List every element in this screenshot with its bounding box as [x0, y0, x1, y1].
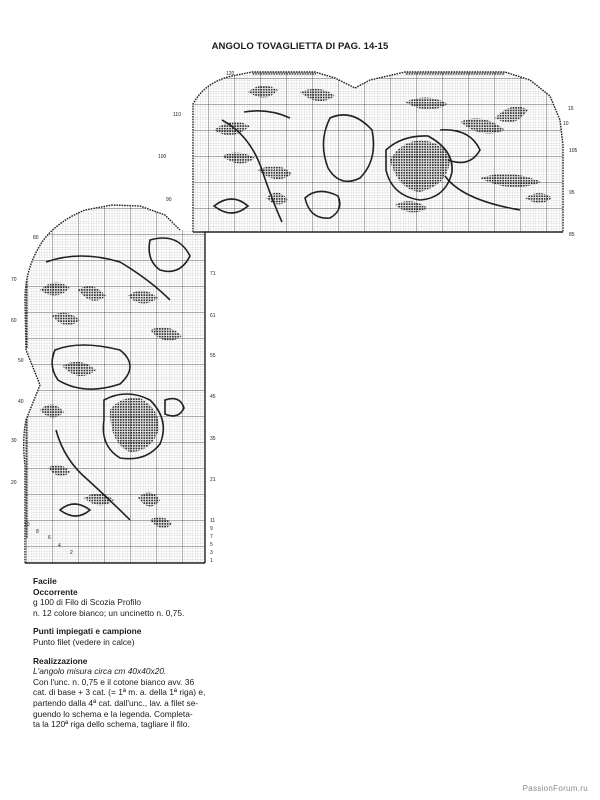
- stitches-text: Punto filet (vedere in calce): [33, 636, 135, 647]
- row-label: 30: [11, 438, 17, 444]
- difficulty-label: Facile: [33, 576, 57, 586]
- row-label: 70: [11, 277, 17, 283]
- chart-left-section: [22, 200, 208, 566]
- row-label: 110: [173, 112, 181, 118]
- row-label: 61: [210, 313, 216, 319]
- row-label: 21: [210, 477, 216, 483]
- row-label: 90: [166, 197, 172, 203]
- row-label: 100: [158, 154, 167, 160]
- materials-line: g 100 di Filo di Scozia Profilo: [33, 597, 141, 608]
- row-label: 105: [569, 148, 578, 154]
- realization-size: L'angolo misura circa cm 40x40x20.: [33, 666, 167, 677]
- row-label: 45: [210, 394, 216, 400]
- row-label: 4: [58, 543, 61, 549]
- realization-line: partendo dalla 4ª cat. dall'unc., lav. a filet se-: [33, 697, 199, 708]
- realization-line: cat. di base + 3 cat. (= 1ª m. a. della 1ª riga) e,: [33, 687, 206, 698]
- realization-line: Con l'unc. n. 0,75 e il cotone bianco avv. 36: [33, 676, 195, 687]
- row-label: 2: [70, 550, 73, 556]
- row-label: 35: [210, 436, 216, 442]
- row-label: 3: [210, 550, 213, 556]
- realization-heading: Realizzazione: [33, 655, 88, 666]
- chart-top-section: [190, 70, 566, 235]
- row-label: 1: [210, 558, 213, 564]
- row-label: 7: [210, 534, 213, 540]
- row-label: 85: [569, 232, 575, 238]
- row-label: 40: [18, 399, 24, 405]
- materials-line: n. 12 colore bianco; un uncinetto n. 0,75.: [33, 607, 185, 618]
- instructions: [33, 576, 213, 730]
- realization-line: ta la 120ª riga dello schema, tagliare il filo.: [33, 719, 190, 730]
- row-label: 55: [210, 353, 216, 359]
- row-label: 6: [48, 535, 51, 541]
- materials-heading: Occorrente: [33, 586, 78, 597]
- row-label: 60: [11, 318, 17, 324]
- row-label: 120: [226, 71, 235, 77]
- row-label: 10: [563, 121, 569, 127]
- page-title: ANGOLO TOVAGLIETTA DI PAG. 14-15: [211, 41, 389, 52]
- row-label: 11: [210, 518, 216, 524]
- realization-line: guendo lo schema e la legenda. Completa-: [33, 708, 193, 719]
- row-label: 50: [18, 358, 24, 364]
- row-label: 20: [11, 480, 17, 486]
- row-label: 71: [210, 271, 216, 277]
- row-label: 15: [568, 106, 574, 112]
- stitches-heading: Punti impiegati e campione: [33, 626, 142, 637]
- row-label: 95: [569, 190, 575, 196]
- row-label: 80: [33, 235, 39, 241]
- watermark: PassionForum.ru: [522, 784, 588, 793]
- row-label: 9: [210, 526, 213, 532]
- row-label: 5: [210, 542, 213, 548]
- row-label: 10: [24, 522, 30, 528]
- row-label: 8: [36, 529, 39, 535]
